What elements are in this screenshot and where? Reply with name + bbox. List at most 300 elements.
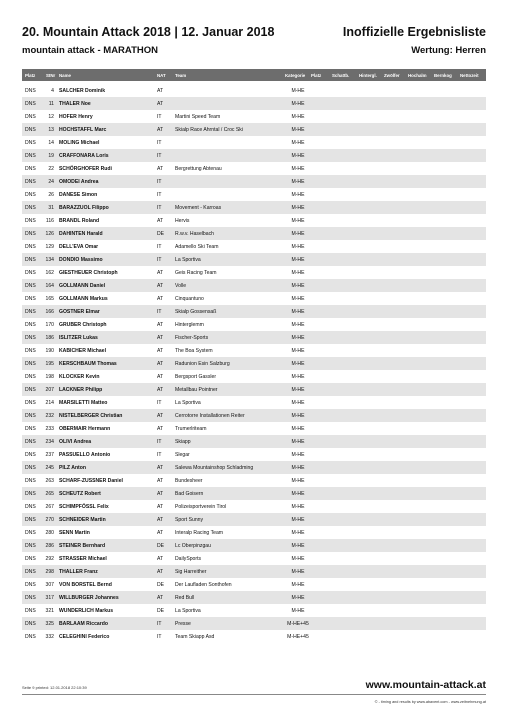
cell-platz: DNS — [25, 296, 36, 302]
table-row — [22, 188, 486, 201]
table-row — [22, 266, 486, 279]
cell-name: PASSUELLO Antonio — [59, 452, 111, 458]
cell-stnr: 286 — [45, 543, 54, 549]
cell-name: GOLLMANN Markus — [59, 296, 108, 302]
cell-name: SALCHER Dominik — [59, 88, 106, 94]
cell-nat: AT — [157, 348, 164, 354]
table-row — [22, 513, 486, 526]
cell-team: Polizeisportverein Tirol — [175, 504, 227, 510]
cell-kategorie: M-HE — [291, 166, 305, 172]
cell-name: MARSILETTI Matteo — [59, 400, 108, 406]
event-title: 20. Mountain Attack 2018 | 12. Januar 2018 — [22, 25, 275, 39]
cell-name: GRUBER Christoph — [59, 322, 107, 328]
cell-platz: DNS — [25, 140, 36, 146]
cell-kategorie: M-HE — [291, 478, 305, 484]
cell-nat: IT — [157, 452, 162, 458]
table-row — [22, 344, 486, 357]
cell-name: HOFER Henry — [59, 114, 93, 120]
cell-name: KABICHER Michael — [59, 348, 106, 354]
cell-nat: IT — [157, 257, 162, 263]
cell-stnr: 325 — [45, 621, 54, 627]
cell-kategorie: M-HE — [291, 452, 305, 458]
cell-nat: IT — [157, 179, 162, 185]
cell-kategorie: M-HE — [291, 387, 305, 393]
cell-nat: AT — [157, 296, 164, 302]
cell-name: DAHINTEN Harald — [59, 231, 103, 237]
cell-name: GOSTNER Elmar — [59, 309, 100, 315]
cell-platz: DNS — [25, 257, 36, 263]
cell-platz: DNS — [25, 569, 36, 575]
cell-platz: DNS — [25, 309, 36, 315]
cell-kategorie: M-HE — [291, 426, 305, 432]
cell-platz: DNS — [25, 244, 36, 250]
cell-kategorie: M-HE — [291, 530, 305, 536]
table-row — [22, 292, 486, 305]
cell-stnr: 134 — [45, 257, 54, 263]
cell-name: LACKNER Philipp — [59, 387, 103, 393]
cell-platz: DNS — [25, 127, 36, 133]
cell-nat: AT — [157, 283, 164, 289]
cell-stnr: 245 — [45, 465, 54, 471]
cell-kategorie: M-HE — [291, 244, 305, 250]
cell-nat: DE — [157, 608, 165, 614]
table-row — [22, 110, 486, 123]
cell-nat: IT — [157, 400, 162, 406]
cell-team: Cerrotorre Installationen Reiter — [175, 413, 245, 419]
cell-name: CELEGHINI Federico — [59, 634, 110, 640]
cell-team: Cinquantuno — [175, 296, 204, 302]
table-row — [22, 604, 486, 617]
cell-team: Interalp Racing Team — [175, 530, 224, 536]
cell-team: La Sportiva — [175, 400, 201, 406]
cell-name: STEINER Bernhard — [59, 543, 106, 549]
cell-name: SENN Martin — [59, 530, 90, 536]
cell-nat: DE — [157, 582, 165, 588]
cell-platz: DNS — [25, 205, 36, 211]
cell-name: DELL'EVA Omar — [59, 244, 99, 250]
cell-kategorie: M-HE — [291, 543, 305, 549]
cell-team: La Sportiva — [175, 608, 201, 614]
col-hintergl: Hintergl. — [359, 72, 377, 78]
cell-team: The Boa System — [175, 348, 213, 354]
cell-nat: IT — [157, 621, 162, 627]
table-row — [22, 591, 486, 604]
cell-nat: AT — [157, 88, 164, 94]
cell-platz: DNS — [25, 231, 36, 237]
cell-platz: DNS — [25, 88, 36, 94]
cell-kategorie: M-HE — [291, 361, 305, 367]
cell-kategorie: M-HE — [291, 192, 305, 198]
col-team: Team — [175, 72, 187, 78]
cell-platz: DNS — [25, 374, 36, 380]
table-row — [22, 461, 486, 474]
cell-team: Skialp Gossensaß — [175, 309, 217, 315]
col-schattb: Schattb. — [332, 72, 350, 78]
table-row — [22, 383, 486, 396]
cell-name: THALLER Franz — [59, 569, 98, 575]
table-row — [22, 97, 486, 110]
table-row — [22, 578, 486, 591]
cell-stnr: 166 — [45, 309, 54, 315]
cell-nat: DE — [157, 231, 165, 237]
cell-name: OBERMAIR Hermann — [59, 426, 111, 432]
cell-stnr: 233 — [45, 426, 54, 432]
cell-nat: AT — [157, 374, 164, 380]
cell-nat: IT — [157, 244, 162, 250]
cell-team: Metallbau Pointner — [175, 387, 218, 393]
cell-stnr: 24 — [48, 179, 54, 185]
cell-platz: DNS — [25, 504, 36, 510]
cell-nat: AT — [157, 270, 164, 276]
cell-nat: AT — [157, 101, 164, 107]
cell-kategorie: M-HE — [291, 283, 305, 289]
cell-nat: IT — [157, 114, 162, 120]
cell-stnr: 317 — [45, 595, 54, 601]
cell-platz: DNS — [25, 452, 36, 458]
cell-kategorie: M-HE — [291, 335, 305, 341]
cell-platz: DNS — [25, 556, 36, 562]
cell-nat: DE — [157, 543, 165, 549]
cell-platz: DNS — [25, 478, 36, 484]
cell-name: KLOCKER Kevin — [59, 374, 100, 380]
cell-platz: DNS — [25, 192, 36, 198]
cell-kategorie: M-HE — [291, 439, 305, 445]
cell-platz: DNS — [25, 439, 36, 445]
cell-platz: DNS — [25, 608, 36, 614]
cell-platz: DNS — [25, 621, 36, 627]
cell-stnr: 321 — [45, 608, 54, 614]
cell-nat: AT — [157, 465, 164, 471]
col-bernkog: Bernkog — [434, 72, 452, 78]
table-row — [22, 526, 486, 539]
table-row — [22, 565, 486, 578]
cell-kategorie: M-HE — [291, 205, 305, 211]
col-name: Name — [59, 72, 71, 78]
table-row — [22, 435, 486, 448]
cell-team: Lc Oberpinzgau — [175, 543, 211, 549]
cell-nat: AT — [157, 335, 164, 341]
cell-team: Bergsport Gassler — [175, 374, 217, 380]
cell-kategorie: M-HE — [291, 309, 305, 315]
cell-kategorie: M-HE — [291, 400, 305, 406]
cell-nat: IT — [157, 205, 162, 211]
cell-platz: DNS — [25, 491, 36, 497]
cell-kategorie: M-HE+45 — [287, 634, 309, 640]
cell-nat: AT — [157, 595, 164, 601]
cell-kategorie: M-HE — [291, 231, 305, 237]
cell-platz: DNS — [25, 400, 36, 406]
cell-nat: AT — [157, 556, 164, 562]
cell-team: Movement - Karroas — [175, 205, 222, 211]
col-hochalm: Hochalm — [408, 72, 427, 78]
col-zwoelfer: Zwölfer — [384, 72, 400, 78]
cell-team: Bundesheer — [175, 478, 203, 484]
table-row — [22, 409, 486, 422]
cell-stnr: 186 — [45, 335, 54, 341]
cell-name: HOCHSTAFFL Marc — [59, 127, 107, 133]
cell-team: Radunion Esin Salzburg — [175, 361, 230, 367]
table-row — [22, 617, 486, 630]
cell-stnr: 11 — [48, 101, 54, 107]
cell-name: SCHNEIDER Martin — [59, 517, 106, 523]
cell-stnr: 298 — [45, 569, 54, 575]
cell-platz: DNS — [25, 166, 36, 172]
cell-nat: AT — [157, 127, 164, 133]
cell-platz: DNS — [25, 101, 36, 107]
table-row — [22, 630, 486, 643]
cell-name: BRANDL Roland — [59, 218, 100, 224]
cell-kategorie: M-HE — [291, 595, 305, 601]
table-row — [22, 175, 486, 188]
cell-platz: DNS — [25, 465, 36, 471]
cell-kategorie: M-HE — [291, 257, 305, 263]
cell-stnr: 4 — [51, 88, 54, 94]
cell-platz: DNS — [25, 218, 36, 224]
cell-nat: AT — [157, 478, 164, 484]
cell-platz: DNS — [25, 114, 36, 120]
cell-platz: DNS — [25, 361, 36, 367]
cell-stnr: 14 — [48, 140, 54, 146]
cell-nat: AT — [157, 413, 164, 419]
cell-stnr: 263 — [45, 478, 54, 484]
cell-name: GOLLMANN Daniel — [59, 283, 106, 289]
cell-kategorie: M-HE — [291, 413, 305, 419]
cell-platz: DNS — [25, 426, 36, 432]
cell-stnr: 190 — [45, 348, 54, 354]
race-subtitle: mountain attack - MARATHON — [22, 45, 158, 56]
cell-kategorie: M-HE — [291, 322, 305, 328]
cell-name: PILZ Anton — [59, 465, 86, 471]
table-row — [22, 448, 486, 461]
cell-stnr: 19 — [48, 153, 54, 159]
table-row — [22, 279, 486, 292]
cell-platz: DNS — [25, 595, 36, 601]
cell-name: OLIVI Andrea — [59, 439, 92, 445]
cell-kategorie: M-HE — [291, 127, 305, 133]
cell-stnr: 170 — [45, 322, 54, 328]
cell-kategorie: M-HE — [291, 101, 305, 107]
cell-stnr: 126 — [45, 231, 54, 237]
cell-nat: AT — [157, 387, 164, 393]
cell-stnr: 129 — [45, 244, 54, 250]
col-kategorie: Kategorie — [285, 72, 306, 78]
cell-team: DailySports — [175, 556, 202, 562]
cell-nat: IT — [157, 309, 162, 315]
cell-nat: IT — [157, 634, 162, 640]
col-nat: NAT — [157, 72, 166, 78]
cell-platz: DNS — [25, 179, 36, 185]
cell-stnr: 292 — [45, 556, 54, 562]
cell-kategorie: M-HE — [291, 465, 305, 471]
cell-stnr: 265 — [45, 491, 54, 497]
cell-team: Skialp Race Ahrntal / Croc Ski — [175, 127, 243, 133]
cell-name: SCHIMPFÖSSL Felix — [59, 504, 109, 510]
cell-stnr: 26 — [48, 192, 54, 198]
table-row — [22, 240, 486, 253]
cell-name: STRASSER Michael — [59, 556, 107, 562]
cell-kategorie: M-HE — [291, 504, 305, 510]
table-row — [22, 136, 486, 149]
cell-name: THALER Noe — [59, 101, 91, 107]
table-row — [22, 201, 486, 214]
cell-team: Sport Sunny — [175, 517, 204, 523]
table-row — [22, 370, 486, 383]
cell-name: VON BORSTEL Bernd — [59, 582, 112, 588]
cell-name: GIESTHEUER Christoph — [59, 270, 118, 276]
cell-name: SCHÖRGHOFER Rudi — [59, 166, 112, 172]
cell-nat: AT — [157, 218, 164, 224]
cell-team: Hervis — [175, 218, 190, 224]
col-platz2: Platz — [311, 72, 322, 78]
cell-name: SCHARF-ZUSSNER Daniel — [59, 478, 123, 484]
cell-nat: IT — [157, 192, 162, 198]
cell-stnr: 13 — [48, 127, 54, 133]
cell-platz: DNS — [25, 270, 36, 276]
cell-nat: IT — [157, 439, 162, 445]
table-row — [22, 500, 486, 513]
col-platz: Platz — [25, 72, 36, 78]
cell-stnr: 270 — [45, 517, 54, 523]
cell-team: Der Laufladen Sonthofen — [175, 582, 232, 588]
cell-name: WILLBURGER Johannes — [59, 595, 119, 601]
column-header-bar — [22, 69, 486, 81]
cell-team: Bergrettung Abtenau — [175, 166, 222, 172]
table-row — [22, 539, 486, 552]
cell-kategorie: M-HE — [291, 296, 305, 302]
table-row — [22, 305, 486, 318]
cell-name: OMODEI Andrea — [59, 179, 99, 185]
table-row — [22, 318, 486, 331]
table-row — [22, 162, 486, 175]
cell-stnr: 214 — [45, 400, 54, 406]
table-row — [22, 214, 486, 227]
cell-stnr: 165 — [45, 296, 54, 302]
cell-kategorie: M-HE+45 — [287, 621, 309, 627]
cell-nat: IT — [157, 140, 162, 146]
website-url[interactable]: www.mountain-attack.at — [365, 679, 486, 691]
cell-name: MOLING Michael — [59, 140, 100, 146]
cell-stnr: 237 — [45, 452, 54, 458]
cell-nat: AT — [157, 569, 164, 575]
cell-kategorie: M-HE — [291, 114, 305, 120]
cell-team: Adamello Ski Team — [175, 244, 219, 250]
cell-team: La Sportiva — [175, 257, 201, 263]
cell-nat: AT — [157, 166, 164, 172]
timing-credit: © - timing and results by www.abavent.com - www.zeitnehmung.at — [374, 700, 486, 704]
cell-kategorie: M-HE — [291, 569, 305, 575]
cell-nat: AT — [157, 530, 164, 536]
cell-team: Trumerlriteam — [175, 426, 207, 432]
cell-name: KERSCHBAUM Thomas — [59, 361, 117, 367]
cell-team: Salewa Mountainshop Schladming — [175, 465, 254, 471]
cell-name: BARAZZUOL Filippo — [59, 205, 109, 211]
cell-kategorie: M-HE — [291, 153, 305, 159]
cell-name: BARLAAM Riccardo — [59, 621, 108, 627]
cell-platz: DNS — [25, 530, 36, 536]
cell-nat: AT — [157, 322, 164, 328]
cell-team: Red Bull — [175, 595, 195, 601]
cell-stnr: 207 — [45, 387, 54, 393]
cell-kategorie: M-HE — [291, 608, 305, 614]
cell-kategorie: M-HE — [291, 218, 305, 224]
list-title: Inoffizielle Ergebnisliste — [342, 25, 486, 39]
cell-team: R.w.v. Haselbach — [175, 231, 214, 237]
wertung-label: Wertung: Herren — [411, 45, 486, 56]
cell-platz: DNS — [25, 153, 36, 159]
cell-nat: AT — [157, 517, 164, 523]
cell-kategorie: M-HE — [291, 179, 305, 185]
cell-nat: AT — [157, 361, 164, 367]
cell-kategorie: M-HE — [291, 517, 305, 523]
cell-stnr: 332 — [45, 634, 54, 640]
cell-stnr: 280 — [45, 530, 54, 536]
cell-platz: DNS — [25, 634, 36, 640]
cell-platz: DNS — [25, 543, 36, 549]
cell-team: Geis Racing Team — [175, 270, 217, 276]
cell-stnr: 307 — [45, 582, 54, 588]
cell-platz: DNS — [25, 413, 36, 419]
cell-kategorie: M-HE — [291, 374, 305, 380]
results-table — [22, 84, 486, 643]
table-row — [22, 552, 486, 565]
cell-name: CRAFFONARA Loris — [59, 153, 109, 159]
cell-stnr: 232 — [45, 413, 54, 419]
cell-team: Bad Goisern — [175, 491, 204, 497]
cell-name: SCHEUTZ Robert — [59, 491, 101, 497]
page-info: Seite 9 printed: 12.01.2018 22:10:39 — [22, 685, 87, 690]
cell-name: ISLITZER Lukas — [59, 335, 98, 341]
cell-team: Skiapp — [175, 439, 191, 445]
cell-stnr: 164 — [45, 283, 54, 289]
cell-name: DANESE Simon — [59, 192, 98, 198]
cell-nat: AT — [157, 504, 164, 510]
cell-stnr: 12 — [48, 114, 54, 120]
cell-kategorie: M-HE — [291, 140, 305, 146]
cell-kategorie: M-HE — [291, 270, 305, 276]
cell-team: Team Skiapp Asd — [175, 634, 215, 640]
cell-platz: DNS — [25, 582, 36, 588]
cell-stnr: 234 — [45, 439, 54, 445]
cell-team: Slegar — [175, 452, 190, 458]
cell-stnr: 198 — [45, 374, 54, 380]
cell-kategorie: M-HE — [291, 556, 305, 562]
table-row — [22, 123, 486, 136]
cell-stnr: 31 — [48, 205, 54, 211]
cell-team: Fischer-Sports — [175, 335, 209, 341]
cell-kategorie: M-HE — [291, 582, 305, 588]
cell-team: Hinterglemm — [175, 322, 204, 328]
cell-team: Volle — [175, 283, 187, 289]
cell-kategorie: M-HE — [291, 491, 305, 497]
table-row — [22, 331, 486, 344]
cell-name: WUNDERLICH Markus — [59, 608, 114, 614]
cell-stnr: 195 — [45, 361, 54, 367]
footer-divider — [22, 694, 486, 695]
cell-kategorie: M-HE — [291, 348, 305, 354]
cell-platz: DNS — [25, 335, 36, 341]
table-row — [22, 227, 486, 240]
cell-stnr: 116 — [45, 218, 54, 224]
cell-platz: DNS — [25, 348, 36, 354]
col-nettozeit: Nettozeit — [460, 72, 479, 78]
col-stnr: StNr — [46, 72, 56, 78]
cell-name: DONDIO Massimo — [59, 257, 103, 263]
cell-stnr: 22 — [48, 166, 54, 172]
cell-platz: DNS — [25, 283, 36, 289]
cell-team: Martini Speed Team — [175, 114, 221, 120]
cell-team: Sig Harreither — [175, 569, 207, 575]
cell-stnr: 162 — [45, 270, 54, 276]
